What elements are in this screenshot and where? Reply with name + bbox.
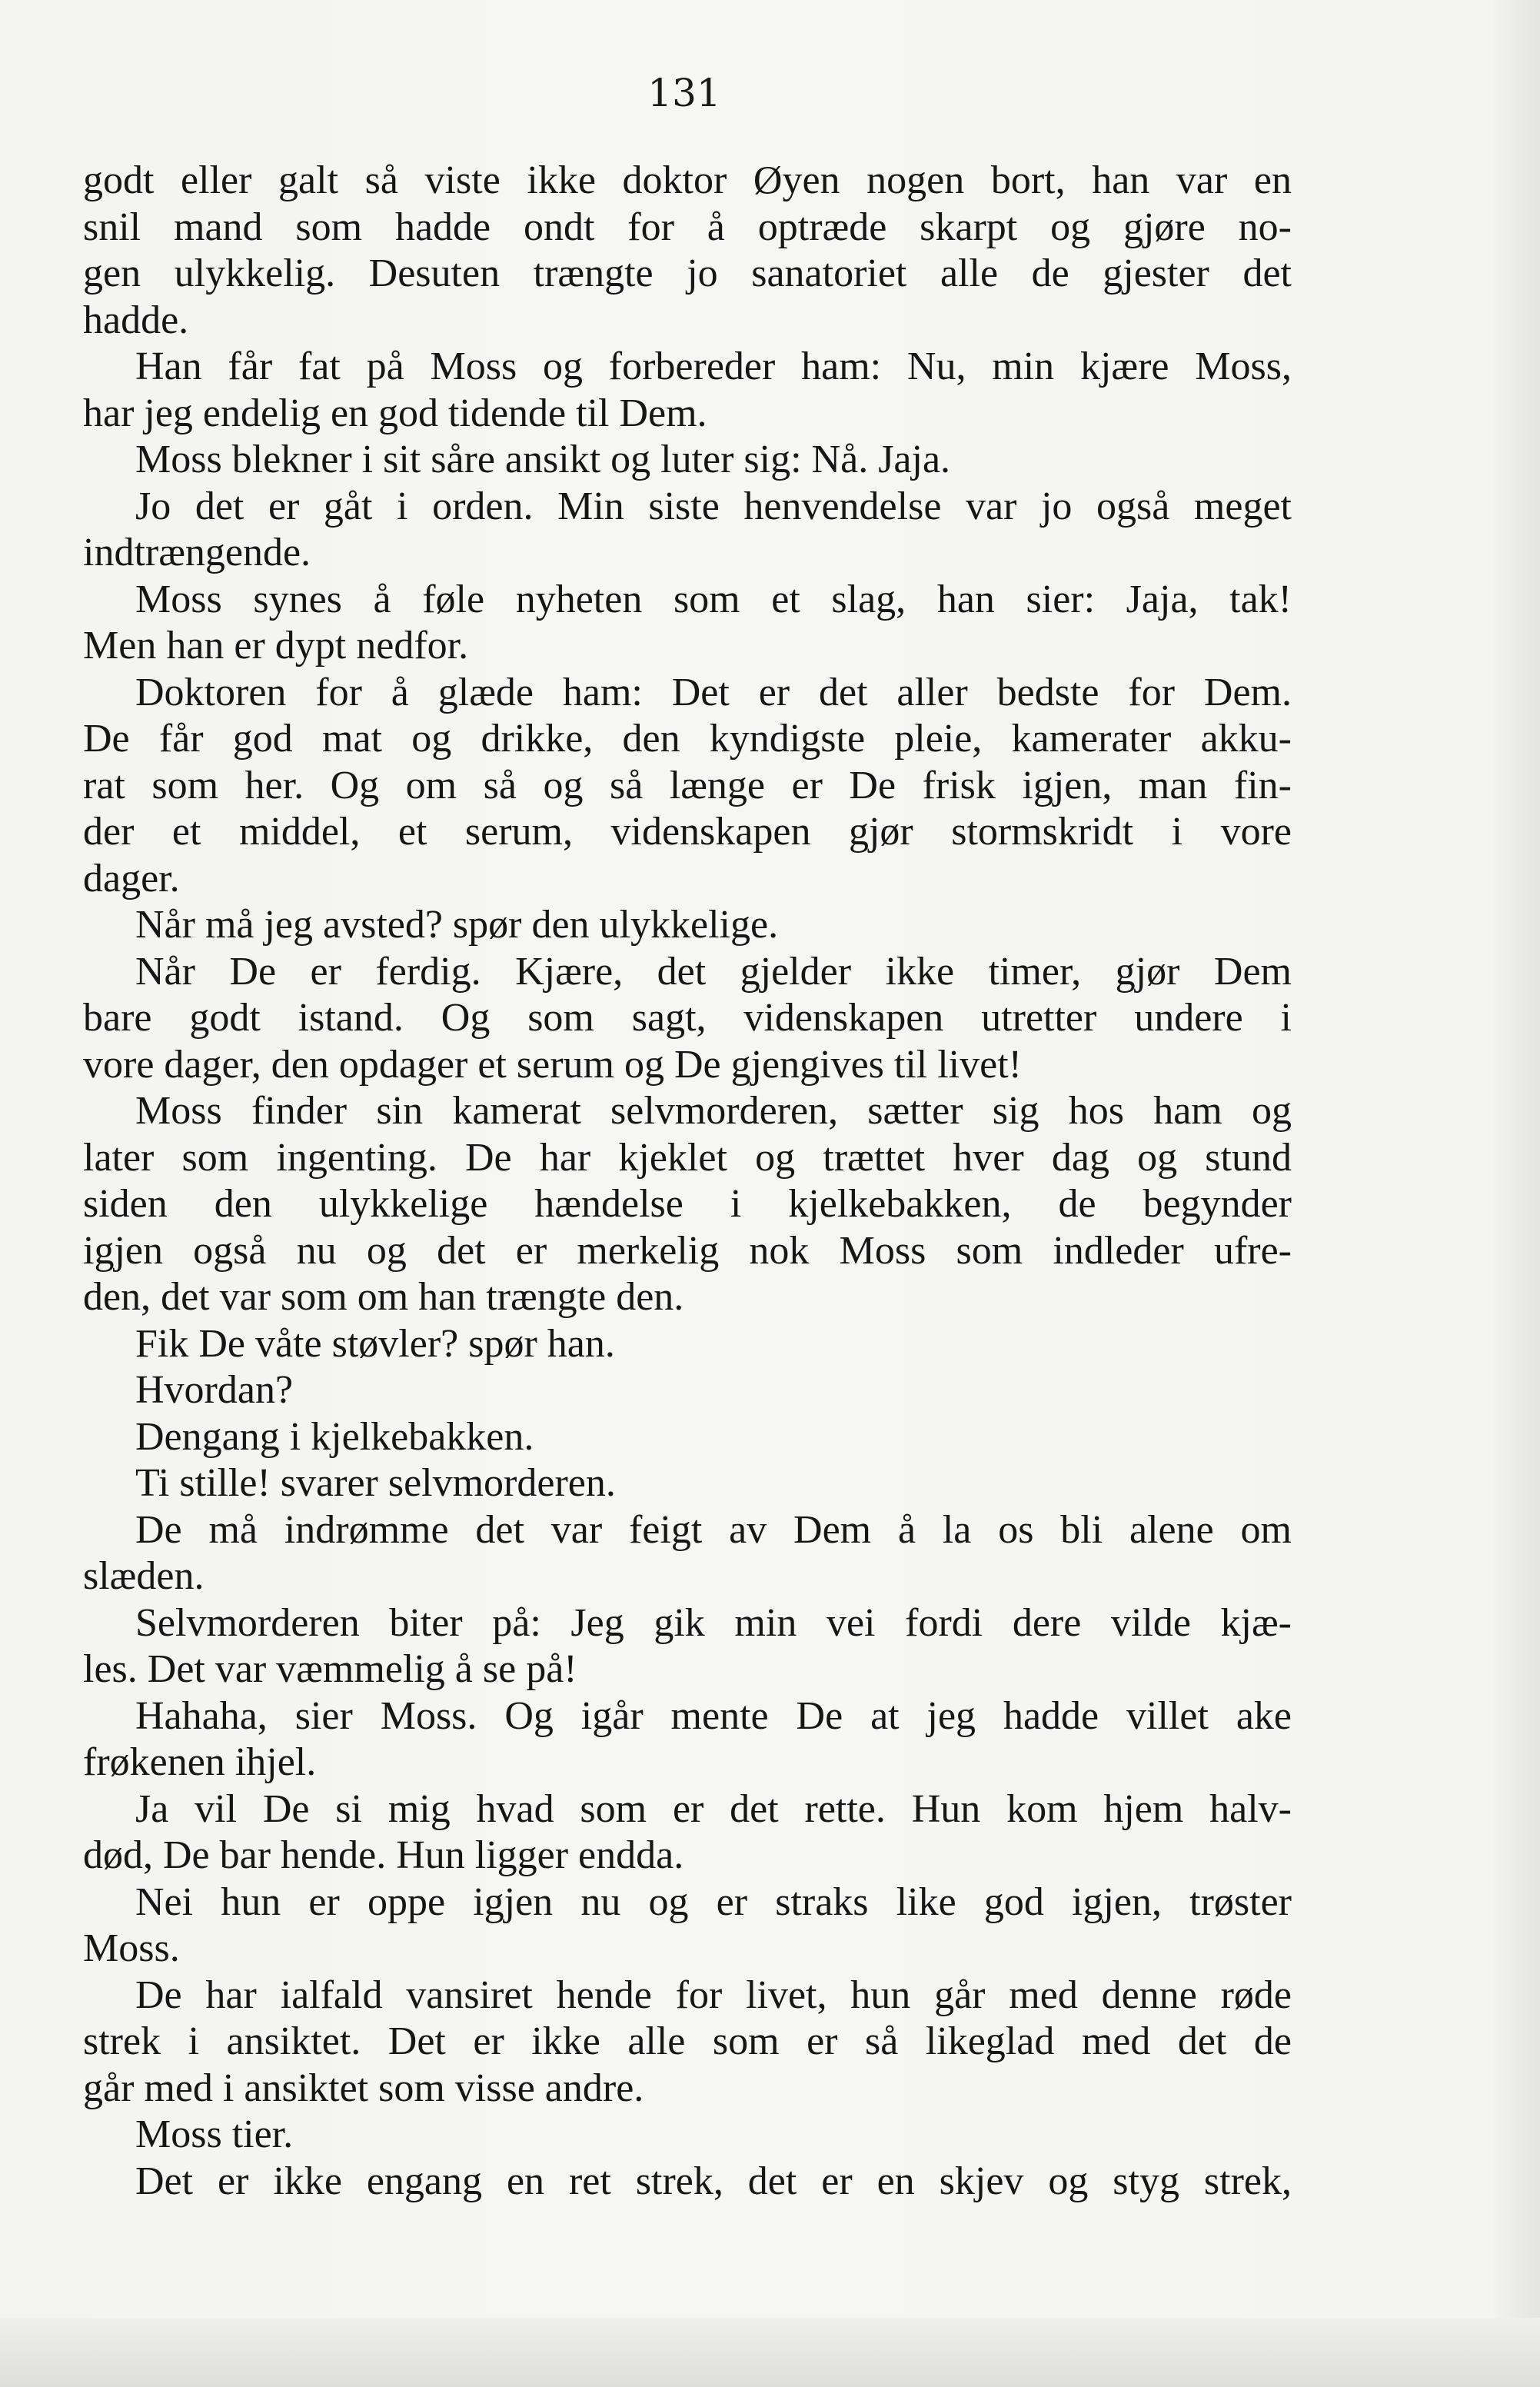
text-line: De får god mat og drikke, den kyndigste pleie, kamerater akku- xyxy=(83,717,1292,761)
text-line: Moss synes å føle nyheten som et slag, han sier: Jaja, tak! xyxy=(135,577,1292,621)
text-line: Hvordan? xyxy=(135,1368,294,1412)
text-line: slæden. xyxy=(83,1554,205,1598)
text-line: igjen også nu og det er merkelig nok Moss som indleder ufre- xyxy=(83,1228,1292,1273)
text-line: Hahaha, sier Moss. Og igår mente De at jeg hadde villet ake xyxy=(135,1693,1292,1738)
text-line: Ti stille! svarer selvmorderen. xyxy=(135,1461,616,1505)
text-line: snil mand som hadde ondt for å optræde skarpt og gjøre no- xyxy=(83,205,1292,249)
page-edge-shadow xyxy=(1494,0,1540,2387)
text-line: Ja vil De si mig hvad som er det rette. Hun kom hjem halv- xyxy=(135,1786,1292,1831)
text-line: Moss finder sin kamerat selvmorderen, sætter sig hos ham og xyxy=(135,1089,1292,1133)
text-line: Jo det er gåt i orden. Min siste henvendelse var jo også meget xyxy=(135,484,1292,528)
text-line: later som ingenting. De har kjeklet og trættet hver dag og stund xyxy=(83,1135,1292,1180)
text-line: Moss blekner i sit såre ansikt og luter sig: Nå. Jaja. xyxy=(135,438,951,481)
text-line: vore dager, den opdager et serum og De gjengives til livet! xyxy=(83,1042,1022,1087)
text-line: Men han er dypt nedfor. xyxy=(83,624,469,667)
text-line: går med i ansiktet som visse andre. xyxy=(83,2066,644,2110)
text-line: strek i ansiktet. Det er ikke alle som er så likeglad med det de xyxy=(83,2019,1292,2063)
text-line: død, De bar hende. Hun ligger endda. xyxy=(83,1833,684,1877)
text-line: Doktoren for å glæde ham: Det er det aller bedste for Dem. xyxy=(135,670,1292,714)
text-line: Moss. xyxy=(83,1926,180,1970)
text-line: hadde. xyxy=(83,298,189,342)
text-line: Dengang i kjelkebakken. xyxy=(135,1414,534,1459)
text-line: frøkenen ihjel. xyxy=(83,1740,317,1784)
text-line: gen ulykkelig. Desuten trængte jo sanatoriet alle de gjester det xyxy=(83,251,1292,295)
text-line: De har ialfald vansiret hende for livet, hun går med denne røde xyxy=(135,1973,1292,2017)
text-line: Når må jeg avsted? spør den ulykkelige. xyxy=(135,903,779,947)
page-number: 131 xyxy=(647,71,721,115)
text-line: rat som her. Og om så og så længe er De frisk igjen, man fin- xyxy=(83,763,1292,807)
text-line: har jeg endelig en god tidende til Dem. xyxy=(83,391,707,435)
text-line: bare godt istand. Og som sagt, videnskapen utretter undere i xyxy=(83,996,1292,1040)
text-line: dager. xyxy=(83,856,180,901)
text-line: godt eller galt så viste ikke doktor Øyen nogen bort, han var en xyxy=(83,158,1292,202)
text-line: indtrængende. xyxy=(83,531,311,574)
page-bottom-shadow xyxy=(0,2318,1540,2387)
text-line: Moss tier. xyxy=(135,2112,294,2156)
text-line: Fik De våte støvler? spør han. xyxy=(135,1321,615,1366)
text-line: Han får fat på Moss og forbereder ham: Nu, min kjære Moss, xyxy=(135,345,1292,388)
text-line: De må indrømme det var feigt av Dem å la os bli alene om xyxy=(135,1507,1292,1552)
text-line: der et middel, et serum, videnskapen gjør stormskridt i vore xyxy=(83,810,1292,854)
text-line: Det er ikke engang en ret strek, det er en skjev og styg strek, xyxy=(135,2159,1292,2203)
text-line: den, det var som om han trængte den. xyxy=(83,1275,684,1319)
text-line: les. Det var væmmelig å se på! xyxy=(83,1647,577,1691)
body-text xyxy=(83,158,1292,2205)
text-line: siden den ulykkelige hændelse i kjelkebakken, de begynder xyxy=(83,1182,1292,1226)
text-line: Nei hun er oppe igjen nu og er straks like god igjen, trøster xyxy=(135,1879,1292,1924)
text-line: Selvmorderen biter på: Jeg gik min vei fordi dere vilde kjæ- xyxy=(135,1600,1292,1645)
text-line: Når De er ferdig. Kjære, det gjelder ikke timer, gjør Dem xyxy=(135,949,1292,994)
